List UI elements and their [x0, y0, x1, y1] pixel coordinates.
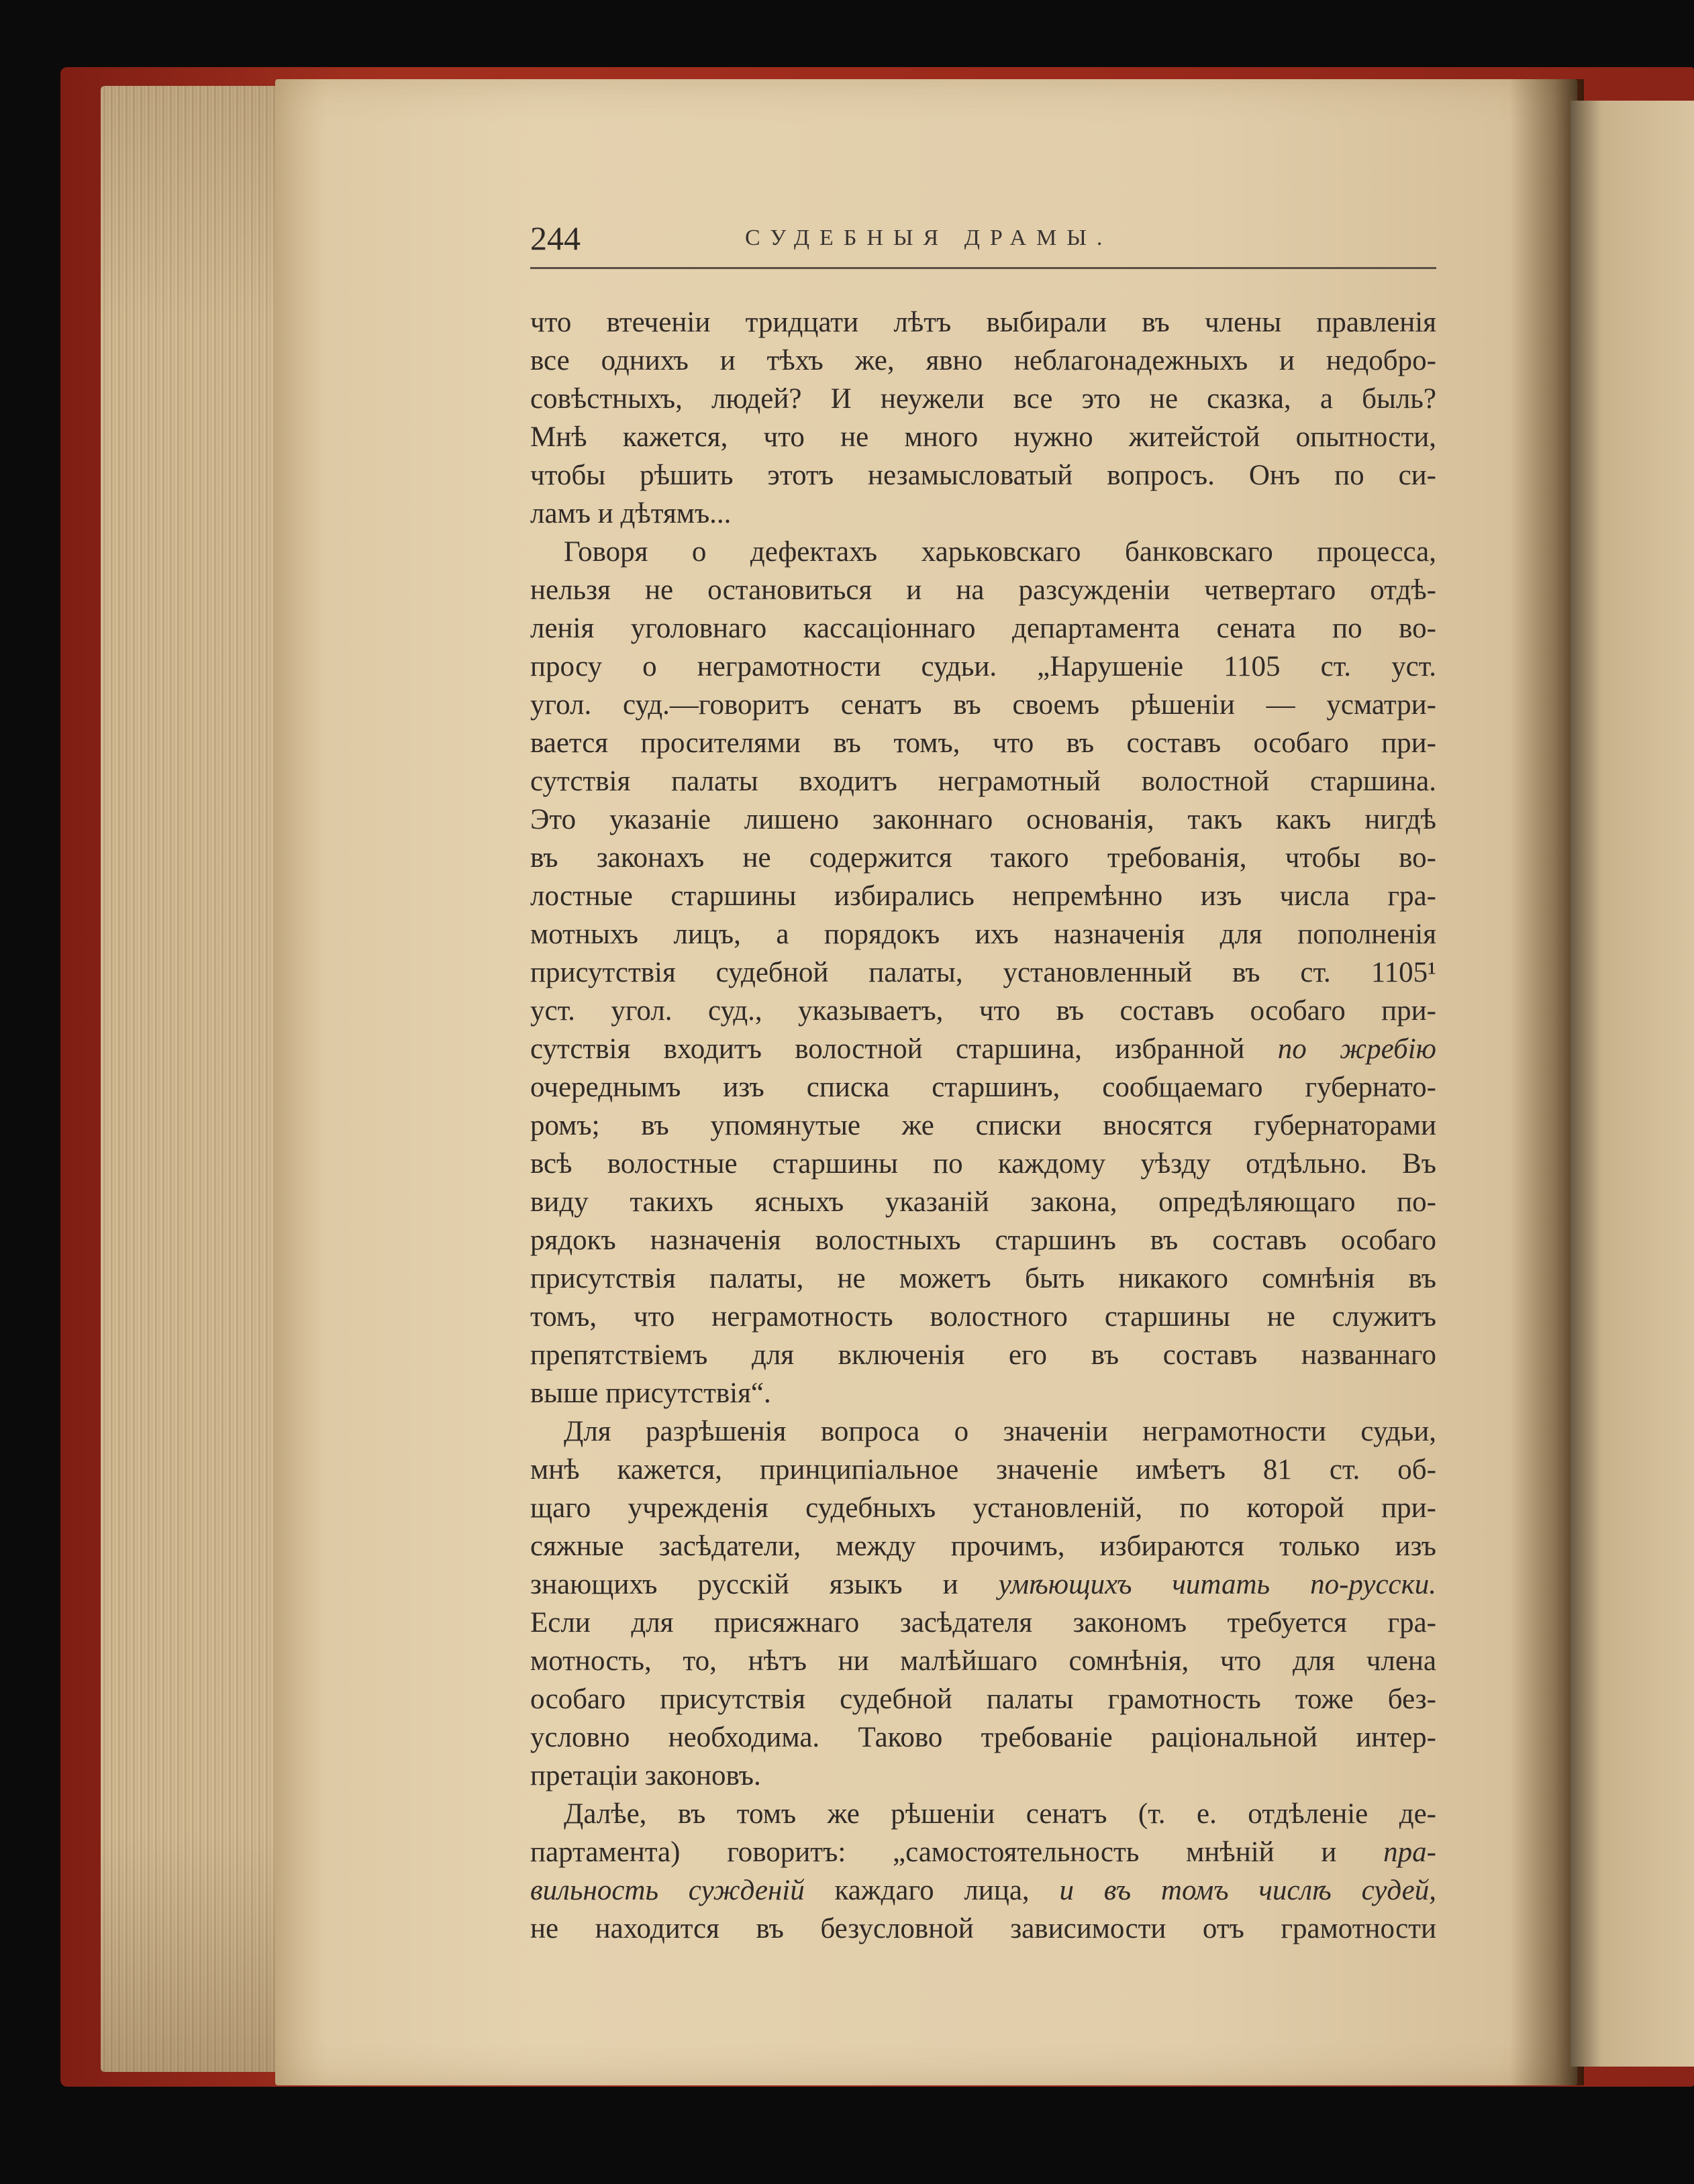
line-text: каждаго лица, — [804, 1875, 1060, 1906]
italic-text: пра- — [1383, 1836, 1436, 1868]
text-line: не находится въ безусловной зависимости отъ грамотности — [530, 1913, 1436, 1944]
text-line: условно необходима. Таково требованіе раціональной интер- — [530, 1722, 1436, 1753]
text-line: вается просителями въ томъ, что въ составъ особаго при- — [530, 727, 1436, 759]
text-line: что втеченіи тридцати лѣтъ выбирали въ члены правленія — [530, 307, 1436, 338]
text-line: присутствія судебной палаты, установленный въ ст. 1105¹ — [530, 957, 1436, 988]
line-text: знающихъ русскій языкъ и — [530, 1569, 999, 1600]
running-header — [530, 213, 1436, 269]
page-number: 244 — [530, 219, 581, 257]
text-line: угол. суд.—говоритъ сенатъ въ своемъ рѣшеніи — усматри- — [530, 689, 1436, 721]
text-line: Говоря о дефектахъ харьковскаго банковскаго процесса, — [564, 536, 1436, 568]
text-line: въ законахъ не содержится такого требованія, чтобы во- — [530, 842, 1436, 874]
text-line: рядокъ назначенія волостныхъ старшинъ въ составъ особаго — [530, 1225, 1436, 1256]
text-line: уст. угол. суд., указываетъ, что въ составъ особаго при- — [530, 995, 1436, 1027]
text-line: нельзя не остановиться и на разсужденіи четвертаго отдѣ- — [530, 574, 1436, 606]
text-line: ленія уголовнаго кассаціоннаго департамента сената по во- — [530, 613, 1436, 644]
line-text: партамента) говоритъ: „самостоятельность мнѣній и — [530, 1836, 1384, 1868]
text-line: Далѣе, въ томъ же рѣшеніи сенатъ (т. е. отдѣленіе де- — [564, 1798, 1436, 1830]
text-line: томъ, что неграмотность волостного старшины не служитъ — [530, 1301, 1436, 1333]
text-line: всѣ волостные старшины по каждому уѣзду отдѣльно. Въ — [530, 1148, 1436, 1180]
italic-text: и въ томъ числѣ судей, — [1059, 1875, 1436, 1906]
text-line: выше присутствія“. — [530, 1377, 771, 1409]
text-line: совѣстныхъ, людей? И неужели все это не сказка, а быль? — [530, 383, 1436, 415]
text-line: щаго учрежденія судебныхъ установленій, по которой при- — [530, 1492, 1436, 1524]
text-line: Это указаніе лишено законнаго основанія, такъ какъ нигдѣ — [530, 804, 1436, 835]
italic-text: вильность сужденій — [530, 1875, 805, 1906]
text-line: Для разрѣшенія вопроса о значеніи неграмотности судьи, — [564, 1416, 1436, 1447]
text-line-emphasis — [530, 1871, 1436, 1910]
text-line: очереднымъ изъ списка старшинъ, сообщаемаго губернато- — [530, 1072, 1436, 1103]
text-line: мнѣ кажется, принципіальное значеніе имѣетъ 81 ст. об- — [530, 1454, 1436, 1486]
italic-text: по жребію — [1277, 1033, 1436, 1065]
next-page-edge — [1571, 101, 1694, 2067]
text-line: виду такихъ ясныхъ указаній закона, опредѣляющаго по- — [530, 1186, 1436, 1218]
body-text — [530, 303, 1436, 1948]
text-line: мотныхъ лицъ, а порядокъ ихъ назначенія для пополненія — [530, 919, 1436, 950]
text-line: Мнѣ кажется, что не много нужно житейстой опытности, — [530, 421, 1436, 453]
text-line: претаціи законовъ. — [530, 1760, 761, 1791]
text-line: присутствія палаты, не можетъ быть никакого сомнѣнія въ — [530, 1263, 1436, 1294]
text-line: просу о неграмотности судьи. „Нарушеніе 1105 ст. уст. — [530, 651, 1436, 682]
italic-text: умѣющихъ читать по-русски. — [998, 1569, 1436, 1600]
text-line-emphasis — [530, 1030, 1436, 1068]
text-line-emphasis — [530, 1833, 1436, 1871]
running-title: СУДЕБНЫЯ ДРАМЫ. — [745, 225, 1113, 250]
text-line: все однихъ и тѣхъ же, явно неблагонадежныхъ и недобро- — [530, 345, 1436, 376]
text-line: препятствіемъ для включенія его въ составъ названнаго — [530, 1339, 1436, 1371]
text-line: ламъ и дѣтямъ... — [530, 498, 732, 529]
text-line: лостные старшины избирались непремѣнно изъ числа гра- — [530, 880, 1436, 912]
line-text: сутствія входитъ волостной старшина, избранной — [530, 1033, 1278, 1065]
page-edges — [101, 86, 295, 2072]
text-line: сутствія палаты входитъ неграмотный волостной старшина. — [530, 766, 1436, 797]
text-line: особаго присутствія судебной палаты грамотность тоже без- — [530, 1683, 1436, 1715]
text-line: ромъ; въ упомянутые же списки вносятся губернаторами — [530, 1110, 1436, 1141]
text-line: мотность, то, нѣтъ ни малѣйшаго сомнѣнія, что для члена — [530, 1645, 1436, 1677]
text-line: чтобы рѣшить этотъ незамысловатый вопросъ. Онъ по си- — [530, 460, 1436, 491]
text-line: Если для присяжнаго засѣдателя закономъ требуется гра- — [530, 1607, 1436, 1639]
text-line: сяжные засѣдатели, между прочимъ, избираются только изъ — [530, 1530, 1436, 1562]
text-line-emphasis — [530, 1565, 1436, 1604]
